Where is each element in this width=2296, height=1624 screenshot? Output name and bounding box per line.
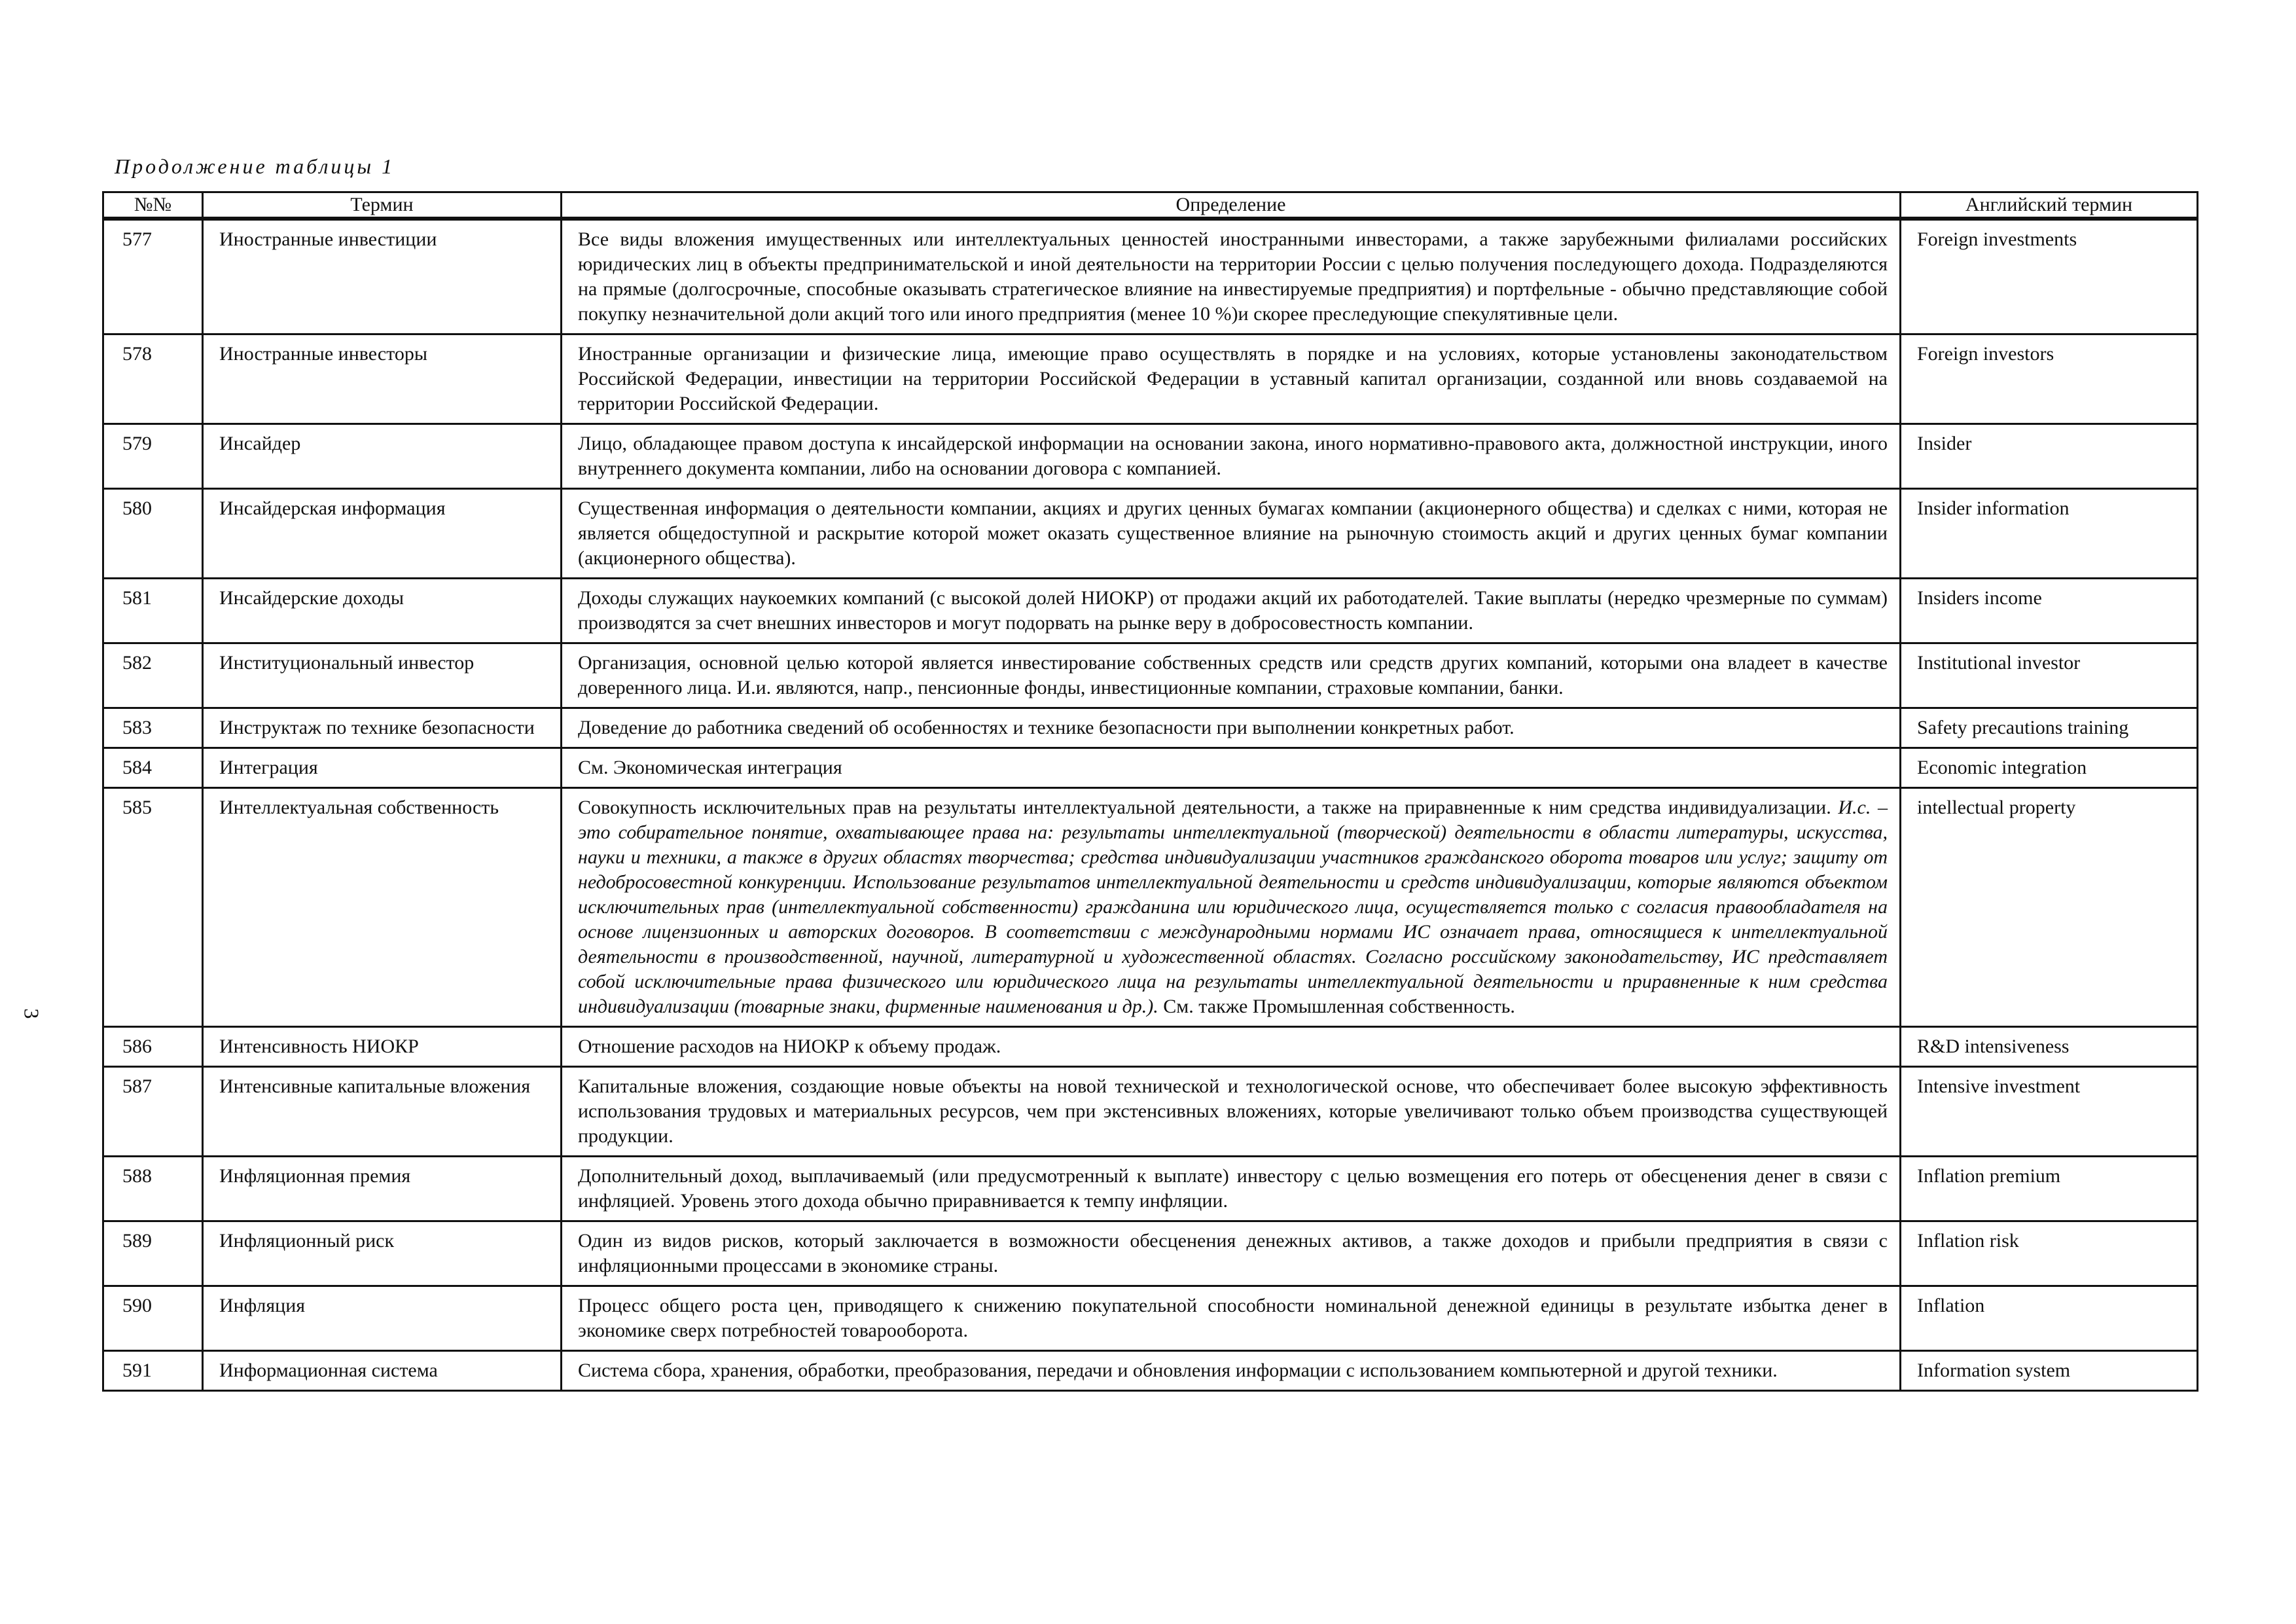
table-row xyxy=(103,219,2198,334)
row-english-term: Information system xyxy=(1901,1351,2198,1391)
row-english-term: Intensive investment xyxy=(1901,1067,2198,1157)
row-term: Институциональный инвестор xyxy=(203,643,562,708)
definition-text: Совокупность исключительных прав на результаты интеллектуальной деятельности, а также на приравненные к ним средства индивидуализации. xyxy=(578,797,1839,818)
row-term: Инфляционный риск xyxy=(203,1221,562,1286)
row-number: 588 xyxy=(103,1157,203,1221)
row-english-term: Institutional investor xyxy=(1901,643,2198,708)
definition-tail-text: См. также Промышленная собственность. xyxy=(1158,996,1515,1017)
row-number: 580 xyxy=(103,489,203,579)
table-row xyxy=(103,748,2198,788)
row-definition: Система сбора, хранения, обработки, преобразования, передачи и обновления информации с использованием компьютерной и другой техники. xyxy=(562,1351,1901,1391)
row-definition: Существенная информация о деятельности компании, акциях и других ценных бумагах компании (акционерного общества) и сделках с ними, которая не является общедоступной и раскрытие которой может оказать существенное влияние на рыночную стоимость акций и других ценных бумаг компании (акционерного общества). xyxy=(562,489,1901,579)
row-definition xyxy=(562,788,1901,1027)
row-definition: Доходы служащих наукоемких компаний (с высокой долей НИОКР) от продажи акций их работодателей. Такие выплаты (нередко чрезмерные по суммам) производятся за счет внешних инвесторов и могут подорвать на рынке веру в добросовестность компании. xyxy=(562,579,1901,643)
row-term: Инфляционная премия xyxy=(203,1157,562,1221)
table-row xyxy=(103,1221,2198,1286)
row-term: Интенсивность НИОКР xyxy=(203,1027,562,1067)
row-term: Интенсивные капитальные вложения xyxy=(203,1067,562,1157)
row-term: Интеграция xyxy=(203,748,562,788)
table-row xyxy=(103,424,2198,489)
definition-italic-text: И.с. – это собирательное понятие, охватывающее права на: результаты интеллектуальной (творческой) деятельности в области литературы, искусства, науки и техники, а также в других областях творчества; средства индивидуализации участников гражданского оборота товаров или услуг; защиту от недобросовестной конкуренции. Использование результатов интеллектуальной деятельности и средств индивидуализации, которые являются объектом исключительных прав (интеллектуальной собственности) гражданина или юридического лица, осуществляется только с согласия правообладателя на основе лицензионных и авторских договоров. В соответствии с международными нормами ИС означает права, относящиеся к интеллектуальной деятельности в производственной, научной, литературной и художественной областях. Согласно российскому законодательству, ИС представляет собой исключительные права физического или юридического лица на результаты интеллектуальной деятельности и приравненные к ним средства индивидуализации (товарные знаки, фирменные наименования и др.). xyxy=(578,797,1888,1017)
row-english-term: Economic integration xyxy=(1901,748,2198,788)
row-number: 589 xyxy=(103,1221,203,1286)
table-row xyxy=(103,708,2198,748)
row-term: Иностранные инвестиции xyxy=(203,219,562,334)
row-number: 590 xyxy=(103,1286,203,1351)
row-definition: Дополнительный доход, выплачиваемый (или предусмотренный к выплате) инвестору с целью возмещения его потерь от обесценения денег в связи с инфляцией. Уровень этого дохода обычно приравнивается к темпу инфляции. xyxy=(562,1157,1901,1221)
table-row xyxy=(103,1286,2198,1351)
table-row xyxy=(103,579,2198,643)
row-term: Инструктаж по технике безопасности xyxy=(203,708,562,748)
row-definition: См. Экономическая интеграция xyxy=(562,748,1901,788)
row-english-term: Foreign investments xyxy=(1901,219,2198,334)
row-number: 584 xyxy=(103,748,203,788)
row-number: 577 xyxy=(103,219,203,334)
row-number: 587 xyxy=(103,1067,203,1157)
row-english-term: Insider xyxy=(1901,424,2198,489)
row-english-term: Inflation xyxy=(1901,1286,2198,1351)
row-definition: Иностранные организации и физические лица, имеющие право осуществлять в порядке и на условиях, которые установлены законодательством Российской Федерации, инвестиции на территории Российской Федерации в уставный капитал организации, созданной или вновь создаваемой на территории Российской Федерации. xyxy=(562,334,1901,424)
row-number: 579 xyxy=(103,424,203,489)
table-header-row xyxy=(103,192,2198,219)
row-english-term: R&D intensiveness xyxy=(1901,1027,2198,1067)
row-number: 582 xyxy=(103,643,203,708)
row-definition: Организация, основной целью которой является инвестирование собственных средств или средств других компаний, которыми она владеет в качестве доверенного лица. И.и. являются, напр., пенсионные фонды, инвестиционные компании, страховые компании, банки. xyxy=(562,643,1901,708)
row-english-term: Safety precautions training xyxy=(1901,708,2198,748)
row-definition: Все виды вложения имущественных или интеллектуальных ценностей иностранными инвесторами, а также зарубежными филиалами российских юридических лиц в объекты предпринимательской и иной деятельности на территории России с целью получения последующего дохода. Подразделяются на прямые (долгосрочные, способные оказывать стратегическое влияние на инвестируемые предприятия) и портфельные - обычно представляющие собой покупку незначительной доли акций того или иного предприятия (менее 10 %)и скорее преследующие спекулятивные цели. xyxy=(562,219,1901,334)
column-header-definition: Определение xyxy=(562,192,1901,219)
row-number: 578 xyxy=(103,334,203,424)
row-definition: Один из видов рисков, который заключается в возможности обесценения денежных активов, а также доходов и прибыли предприятия в связи с инфляционными процессами в экономике страны. xyxy=(562,1221,1901,1286)
row-number: 591 xyxy=(103,1351,203,1391)
row-definition: Отношение расходов на НИОКР к объему продаж. xyxy=(562,1027,1901,1067)
column-header-number: №№ xyxy=(103,192,203,219)
row-term: Иностранные инвесторы xyxy=(203,334,562,424)
row-english-term: Insider information xyxy=(1901,489,2198,579)
row-number: 583 xyxy=(103,708,203,748)
row-definition: Процесс общего роста цен, приводящего к снижению покупательной способности номинальной денежной единицы в результате избытка денег в экономике сверх потребностей товарооборота. xyxy=(562,1286,1901,1351)
table-row xyxy=(103,1351,2198,1391)
row-term: Информационная система xyxy=(203,1351,562,1391)
table-row xyxy=(103,489,2198,579)
column-header-english: Английский термин xyxy=(1901,192,2198,219)
row-definition: Капитальные вложения, создающие новые объекты на новой технической и технологической основе, что обеспечивает более высокую эффективность использования трудовых и материальных ресурсов, чем при экстенсивных вложениях, которые увеличивают только объем производства существующей продукции. xyxy=(562,1067,1901,1157)
table-row xyxy=(103,1157,2198,1221)
table-caption: Продолжение таблицы 1 xyxy=(115,154,395,178)
table-row xyxy=(103,334,2198,424)
row-number: 581 xyxy=(103,579,203,643)
row-english-term: Insiders income xyxy=(1901,579,2198,643)
row-english-term: Inflation premium xyxy=(1901,1157,2198,1221)
table-row xyxy=(103,788,2198,1027)
row-term: Инсайдерские доходы xyxy=(203,579,562,643)
page-number: 3 xyxy=(20,1008,44,1019)
row-english-term: intellectual property xyxy=(1901,788,2198,1027)
row-definition: Лицо, обладающее правом доступа к инсайдерской информации на основании закона, иного нормативно-правового акта, должностной инструкции, иного внутреннего документа компании, либо на основании договора с компанией. xyxy=(562,424,1901,489)
row-term: Интеллектуальная собственность xyxy=(203,788,562,1027)
row-english-term: Foreign investors xyxy=(1901,334,2198,424)
table-row xyxy=(103,1067,2198,1157)
row-definition: Доведение до работника сведений об особенностях и технике безопасности при выполнении конкретных работ. xyxy=(562,708,1901,748)
row-number: 585 xyxy=(103,788,203,1027)
column-header-term: Термин xyxy=(203,192,562,219)
row-term: Инсайдерская информация xyxy=(203,489,562,579)
row-term: Инфляция xyxy=(203,1286,562,1351)
row-number: 586 xyxy=(103,1027,203,1067)
row-term: Инсайдер xyxy=(203,424,562,489)
table-row xyxy=(103,1027,2198,1067)
table-row xyxy=(103,643,2198,708)
glossary-table xyxy=(102,191,2198,1392)
row-english-term: Inflation risk xyxy=(1901,1221,2198,1286)
